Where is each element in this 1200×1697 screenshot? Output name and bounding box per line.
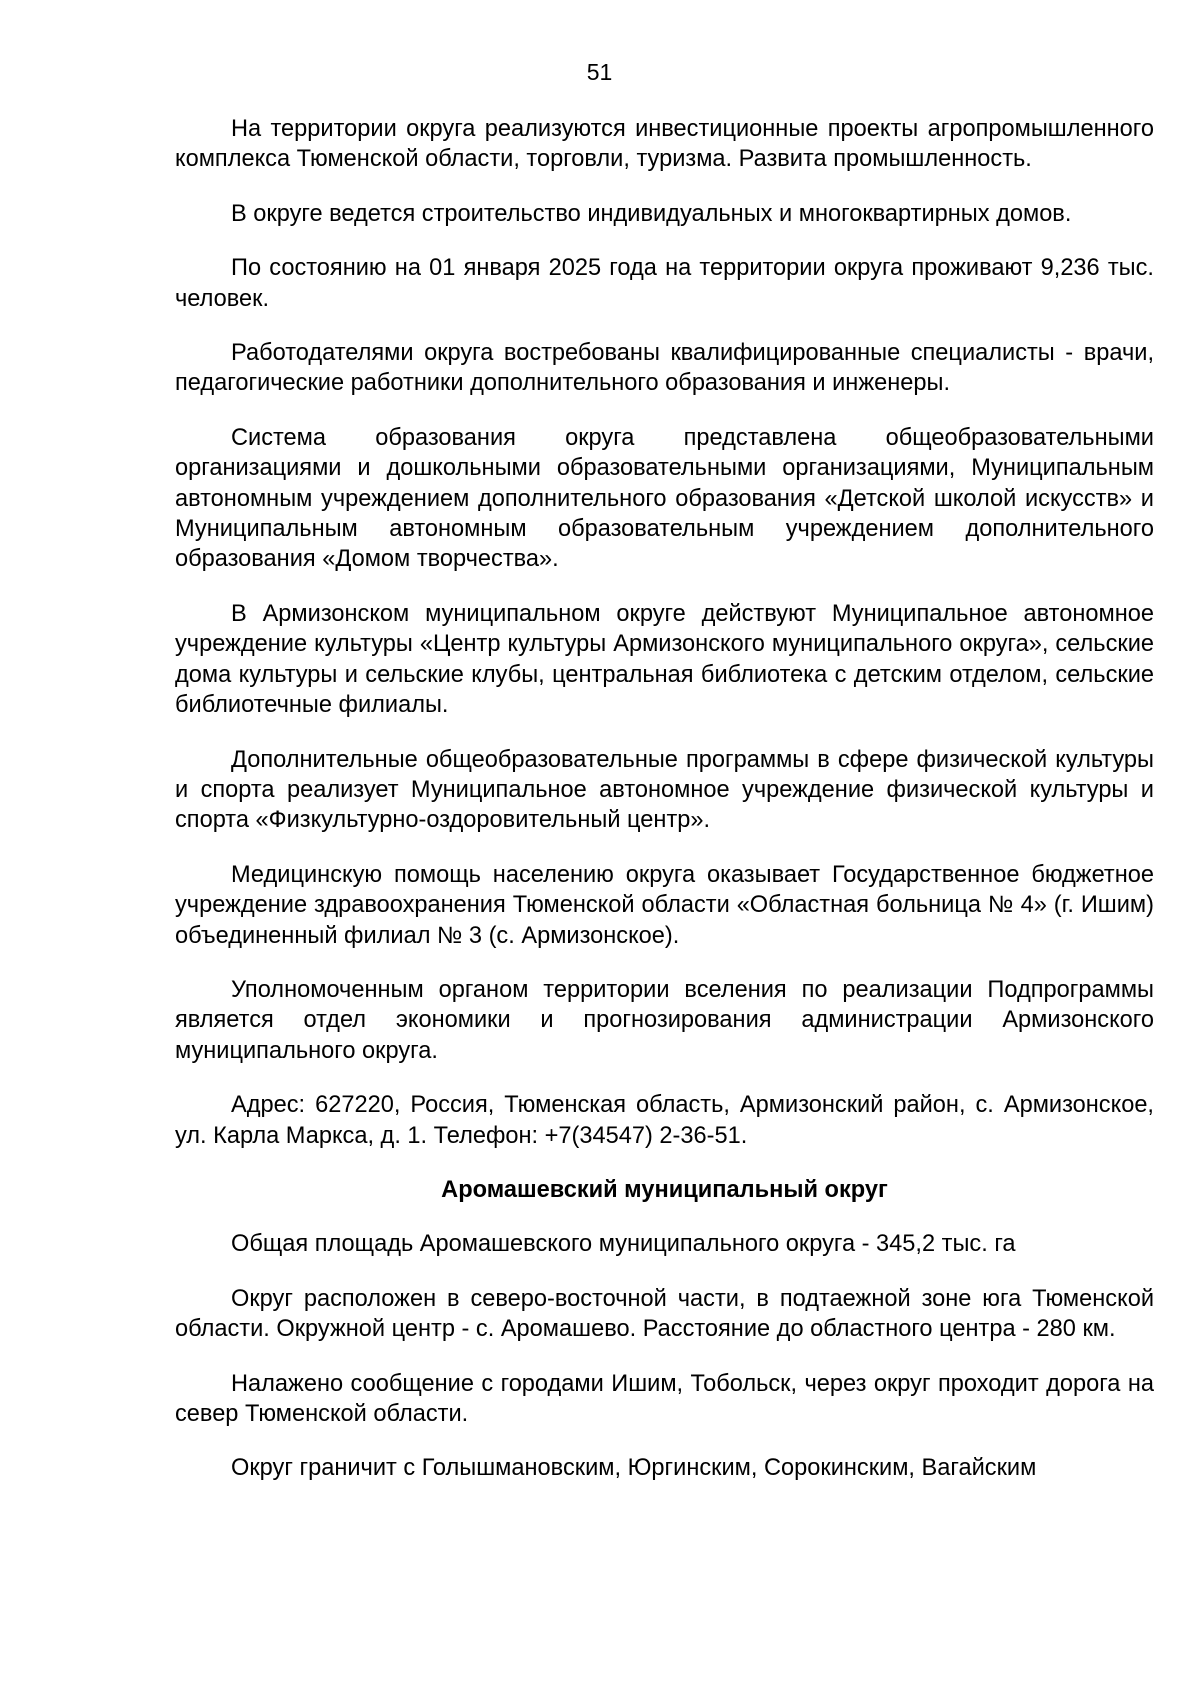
paragraph-investment-projects: На территории округа реализуются инвестиционные проекты агропромышленного комплекса Тюменской области, торговли, туризма. Развита промышленность.	[175, 116, 1154, 173]
page-number: 51	[586, 59, 613, 85]
paragraph-education-system: Система образования округа представлена общеобразовательными организациями и дошкольными образовательными организациями, Муниципальным автономным учреждением дополнительного образования «Детской школой искусств» и Муниципальным автономным образовательным учреждением дополнительного образования «Домом творчества».	[175, 424, 1154, 573]
paragraph-housing-construction: В округе ведется строительство индивидуальных и многоквартирных домов.	[231, 200, 1072, 227]
paragraph-authorized-body: Уполномоченным органом территории вселения по реализации Подпрограммы является отдел экономики и прогнозирования администрации Армизонского муниципального округа.	[175, 976, 1154, 1064]
paragraph-location: Округ расположен в северо-восточной части, в подтаежной зоне юга Тюменской области. Окружной центр - с. Аромашево. Расстояние до областного центра - 280 км.	[175, 1285, 1154, 1343]
paragraph-transport-links: Налажено сообщение с городами Ишим, Тобольск, через округ проходит дорога на север Тюменской области.	[175, 1370, 1154, 1427]
paragraph-sports-programs: Дополнительные общеобразовательные программы в сфере физической культуры и спорта реализует Муниципальное автономное учреждение физической культуры и спорта «Физкультурно-оздоровительный центр».	[175, 746, 1154, 834]
paragraph-total-area: Общая площадь Аромашевского муниципального округа - 345,2 тыс. га	[231, 1231, 1016, 1258]
paragraph-culture-institutions: В Армизонском муниципальном округе действуют Муниципальное автономное учреждение культуры «Центр культуры Армизонского муниципального округа», сельские дома культуры и сельские клубы, центральная библиотека с детским отделом, сельские библиотечные филиалы.	[175, 600, 1154, 719]
document-body	[175, 114, 1154, 1484]
paragraph-population: По состоянию на 01 января 2025 года на территории округа проживают 9,236 тыс. человек.	[175, 255, 1154, 312]
paragraph-employers-demand: Работодателями округа востребованы квалифицированные специалисты - врачи, педагогические работники дополнительного образования и инженеры.	[175, 340, 1154, 397]
paragraph-medical-care: Медицинскую помощь населению округа оказывает Государственное бюджетное учреждение здравоохранения Тюменской области «Областная больница № 4» (г. Ишим) объединенный филиал № 3 (с. Армизонское).	[175, 861, 1154, 949]
paragraph-address: Адрес: 627220, Россия, Тюменская область, Армизонский район, с. Армизонское, ул. Карла Маркса, д. 1. Телефон: +7(34547) 2-36-51.	[175, 1092, 1154, 1149]
section-heading: Аромашевский муниципальный округ	[441, 1176, 888, 1203]
paragraph-borders: Округ граничит с Голышмановским, Юргинским, Сорокинским, Вагайским	[231, 1455, 1037, 1482]
